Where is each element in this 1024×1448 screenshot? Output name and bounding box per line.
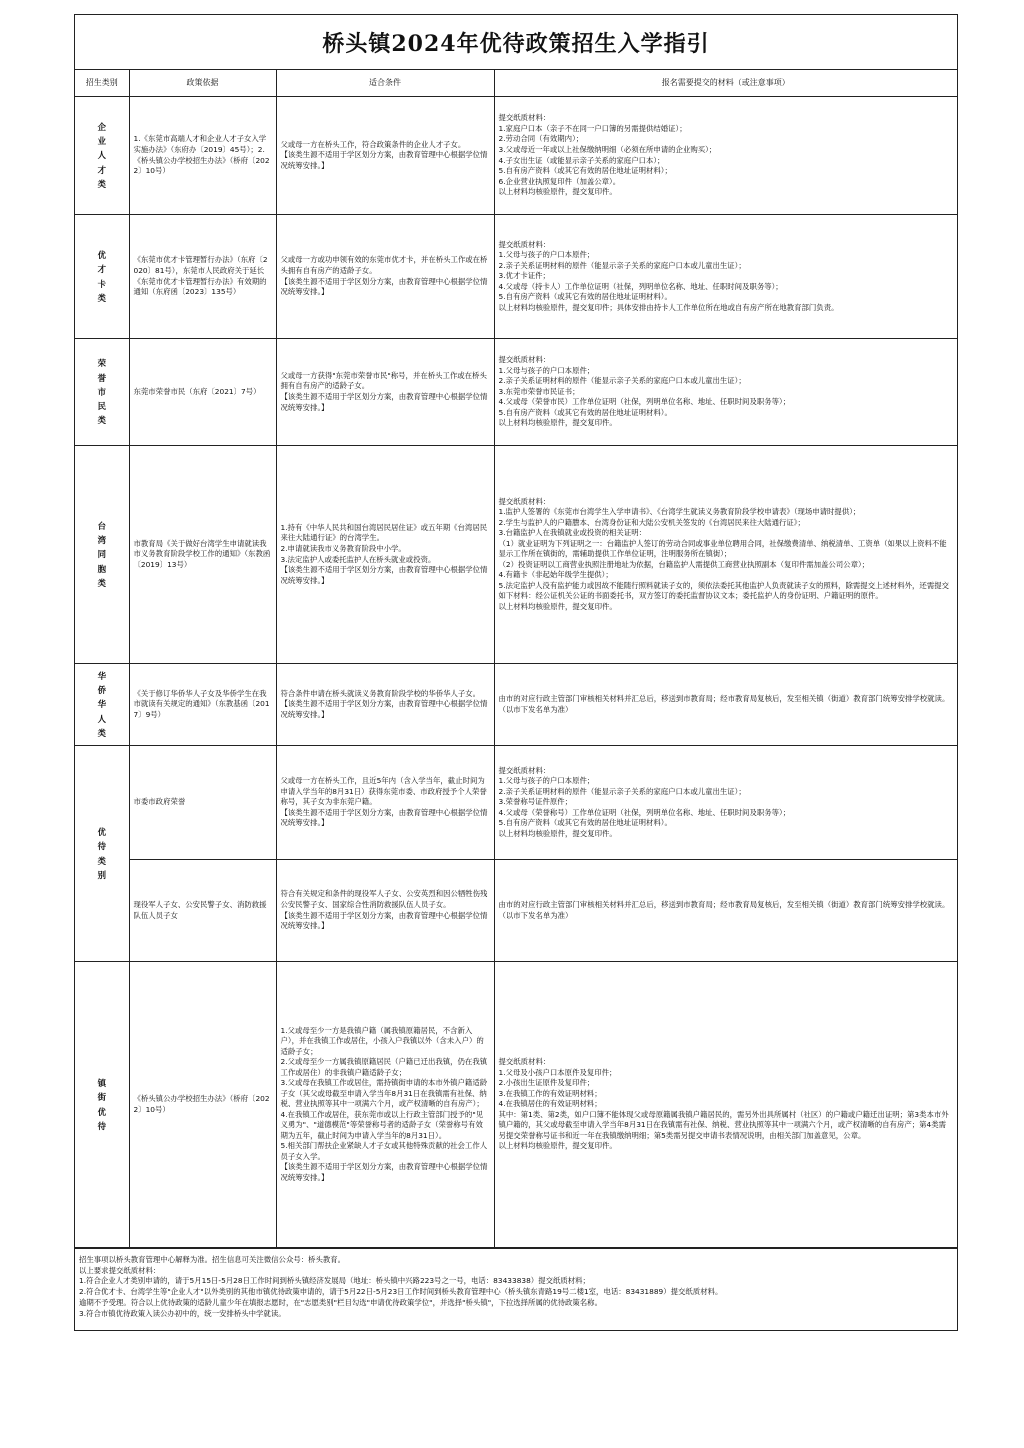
table-row (75, 664, 957, 746)
basis-cell: 1.《东莞市高端人才和企业人才子女入学实施办法》（东府办〔2019〕45号）；2.《桥头镇公办学校招生办法》（桥府〔2022〕10号） (129, 97, 276, 215)
condition-cell: 父或母一方获得"东莞市荣誉市民"称号，并在桥头工作或在桥头拥有自有房产的适龄子女。 【该类生源不适用于学区划分方案，由教育管理中心根据学位情况统筹安排。】 (276, 339, 494, 446)
table-row (75, 97, 957, 215)
category-cell: 荣 誉 市 民 类 (75, 339, 129, 446)
table-row (75, 215, 957, 339)
condition-cell: 父或母一方在桥头工作，符合政策条件的企业人才子女。 【该类生源不适用于学区划分方案，由教育管理中心根据学位情况统筹安排。】 (276, 97, 494, 215)
condition-cell: 1.持有《中华人民共和国台湾居民居住证》或五年期《台湾居民来往大陆通行证》的台湾学生。 2.申请就读我市义务教育阶段中小学。 3.法定监护人或委托监护人在桥头就业或投资。 【该类生源不适用于学区划分方案，由教育管理中心根据学位情况统筹安排。】 (276, 446, 494, 664)
header-condition: 适合条件 (276, 70, 494, 97)
header-category: 招生类别 (75, 70, 129, 97)
footer-notes: 招生事项以桥头教育管理中心解释为准。招生信息可关注微信公众号：桥头教育。 以上要求提交纸质材料： 1.符合企业人才类别申请的，请于5月15日-5月28日工作时间到桥头镇经济发展局（地址：桥头镇中兴路223号之一号，电话：83433838）提交纸质材料； 2.符合优才卡、台湾学生等"企业人才"以外类别的其他市镇优待政策申请的，请于5月22日-5月23日工作时间到桥头教育管理中心（桥头镇东青路19号二楼1室，电话：83431889）提交纸质材料。 逾期不予受理。符合以上优待政策的适龄儿童少年在填报志愿时，在"志愿类别"栏目勾选"申请优待政策学位"，并选择"桥头镇"，下拉选择所属的优待政策名称。 3.符合市镇优待政策入读公办初中的，统一安排桥头中学就读。 (75, 1248, 957, 1325)
table-row (75, 339, 957, 446)
materials-cell: 提交纸质材料： 1.父母与孩子的户口本原件； 2.亲子关系证明材料的原件（能显示亲子关系的家庭户口本或儿童出生证）； 3.荣誉称号证件原件； 4.父或母（荣誉称号）工作单位证明（社保，列明单位名称、地址、任职时间及职务等）； 5.自有房产资料（或其它有效的居住地址证明材料）。 以上材料均核验原件，提交复印件。 (494, 746, 957, 860)
basis-cell: 《东莞市优才卡管理暂行办法》（东府〔2020〕81号），东莞市人民政府关于延长《东莞市优才卡管理暂行办法》有效期的通知（东府函〔2023〕135号） (129, 215, 276, 339)
basis-cell: 《关于修订华侨华人子女及华侨学生在我市就读有关规定的通知》（东教基函〔2017〕9号） (129, 664, 276, 746)
condition-cell: 符合有关规定和条件的现役军人子女、公安英烈和因公牺牲伤残公安民警子女、国家综合性消防救援队伍人员子女。 【该类生源不适用于学区划分方案，由教育管理中心根据学位情况统筹安排。】 (276, 860, 494, 962)
header-basis: 政策依据 (129, 70, 276, 97)
condition-cell: 父或母一方或功申领有效的东莞市优才卡，并在桥头工作或在桥头拥有自有房产的适龄子女。 【该类生源不适用于学区划分方案，由教育管理中心根据学位情况统筹安排。】 (276, 215, 494, 339)
table-row (75, 860, 957, 962)
category-cell: 台 湾 同 胞 类 (75, 446, 129, 664)
condition-cell: 1.父或母至少一方是我镇户籍（属我镇原籍居民，不含新入户），并在我镇工作或居住，小孩入户我镇以外（含未入户）的适龄子女； 2.父或母至少一方属我镇原籍居民（户籍已迁出我镇，仍在我镇工作或居住）的非我镇户籍适龄子女； 3.父或母在我镇工作或居住，需持镇街申请的本市外镇户籍适龄子女（其父或母截至申请入学当年8月31日在我镇需有社保、纳税、营业执照等其中一项满六个月，或产权清晰的自有房产）； 4.在我镇工作或居住，获东莞市或以上行政主管部门授予的"见义勇为"、"道德模范"等荣誉称号者的适龄子女（荣誉称号有效期为五年，截止时间为申请入学当年的8月31日）。 5.相关部门帮扶企业紧缺人才子女或其他特殊贡献的社会工作人员子女入学。 【该类生源不适用于学区划分方案，由教育管理中心根据学位情况统筹安排。】 (276, 962, 494, 1248)
materials-cell: 提交纸质材料： 1.家庭户口本（亲子不在同一户口簿的另需提供结婚证）； 2.劳动合同（有效期内）； 3.父或母近一年或以上社保缴纳明细（必须在所申请的企业购买）； 4.子女出生证（或能显示亲子关系的家庭户口本）； 5.自有房产资料（或其它有效的居住地址证明材料）； 6.企业营业执照复印件（加盖公章）。 以上材料均核验原件，提交复印件。 (494, 97, 957, 215)
table-header-row (75, 70, 957, 97)
table-row (75, 746, 957, 860)
category-cell: 镇 街 优 待 (75, 962, 129, 1248)
table-row (75, 446, 957, 664)
materials-cell: 提交纸质材料： 1.父母及小孩户口本原件及复印件； 2.小孩出生证原件及复印件； 3.在我镇工作的有效证明材料； 4.在我镇居住的有效证明材料； 其中：第1类、第2类，如户口簿不能体现父或母原籍属我镇户籍居民的，需另外出具所属村（社区）的户籍或户籍迁出证明；第3类本市外镇户籍的，其父或母截至申请入学当年8月31日在我镇需有社保、纳税、营业执照等其中一项满六个月，或产权清晰的自有房产；第4类需另提交荣誉称号证书和近一年在我镇缴纳明细；第5类需另提交申请书表情况说明，由相关部门加盖意见，公章。 以上材料均核验原件，提交复印件。 (494, 962, 957, 1248)
materials-cell: 由市的对应行政主管部门审核相关材料并汇总后，移送到市教育局；经市教育局复核后，发至相关镇（街道）教育部门统筹安排学校就读。（以市下发名单为准） (494, 664, 957, 746)
condition-cell: 符合条件申请在桥头就读义务教育阶段学校的华侨华人子女。 【该类生源不适用于学区划分方案，由教育管理中心根据学位情况统筹安排。】 (276, 664, 494, 746)
materials-cell: 提交纸质材料： 1.父母与孩子的户口本原件； 2.亲子关系证明材料的原件（能显示亲子关系的家庭户口本或儿童出生证）； 3.东莞市荣誉市民证书； 4.父或母（荣誉市民）工作单位证明（社保，列明单位名称、地址、任职时间及职务等）； 5.自有房产资料（或其它有效的居住地址证明材料）。 以上材料均核验原件，提交复印件。 (494, 339, 957, 446)
basis-cell: 东莞市荣誉市民（东府〔2021〕7号） (129, 339, 276, 446)
category-cell: 优 才 卡 类 (75, 215, 129, 339)
basis-cell: 现役军人子女、公安民警子女、消防救援队伍人员子女 (129, 860, 276, 962)
policy-table (75, 70, 957, 1248)
basis-cell: 市教育局《关于做好台湾学生申请就读我市义务教育阶段学校工作的通知》（东教函〔2019〕13号） (129, 446, 276, 664)
category-cell: 优 待 类 别 (75, 746, 129, 962)
materials-cell: 由市的对应行政主管部门审核相关材料并汇总后，移送到市教育局；经市教育局复核后，发至相关镇（街道）教育部门统筹安排学校就读。（以市下发名单为准） (494, 860, 957, 962)
document-title: 桥头镇2024年优待政策招生入学指引 (75, 15, 957, 70)
table-row (75, 962, 957, 1248)
category-cell: 华 侨 华 人 类 (75, 664, 129, 746)
category-cell: 企 业 人 才 类 (75, 97, 129, 215)
header-materials: 报名需要提交的材料（或注意事项） (494, 70, 957, 97)
materials-cell: 提交纸质材料： 1.监护人签署的《东莞市台湾学生入学申请书》、《台湾学生就读义务教育阶段学校申请表》（现场申请时提供）； 2.学生与监护人的户籍謄本、台湾身份证和大陆公安机关签发的《台湾居民来往大陆通行证》； 3.台籍监护人在我镇就业或投资的相关证明： （1）就业证明为下列证明之一：台籍监护人签订的劳动合同或事业单位聘用合同，社保缴费清单、纳税清单、工资单（如果以上资料不能显示工作所在镇街的，需辅助提供工作单位证明，注明服务所在镇街）； （2）投资证明以工商营业执照注册地址为依据，台籍监护人需提供工商营业执照副本（复印件需加盖公司公章）； 4.有籍卡（非起始年级学生提供）； 5.法定监护人没有监护能力或因故不能随行照料就读子女的，须依法委托其他监护人负责就读子女的照料，除需提交上述材料外，还需提交如下材料：经公证机关公证的书面委托书，双方签订的委托监督协议文本；委托监护人的身份证明、户籍证明的原件。 以上材料均核验原件，提交复印件。 (494, 446, 957, 664)
document-sheet (74, 14, 958, 1331)
materials-cell: 提交纸质材料： 1.父母与孩子的户口本原件； 2.亲子关系证明材料的原件（能显示亲子关系的家庭户口本或儿童出生证）； 3.优才卡证件； 4.父或母（持卡人）工作单位证明（社保，列明单位名称、地址、任职时间及职务等）； 5.自有房产资料（或其它有效的居住地址证明材料）。 以上材料均核验原件，提交复印件；具体安排由持卡人工作单位所在地或自有房产所在地教育部门负责。 (494, 215, 957, 339)
basis-cell: 《桥头镇公办学校招生办法》（桥府〔2022〕10号） (129, 962, 276, 1248)
condition-cell: 父或母一方在桥头工作，且近5年内（含入学当年，截止时间为申请入学当年的8月31日）获得东莞市委、市政府授予个人荣誉称号，其子女为非东莞户籍。 【该类生源不适用于学区划分方案，由教育管理中心根据学位情况统筹安排。】 (276, 746, 494, 860)
basis-cell: 市委市政府荣誉 (129, 746, 276, 860)
